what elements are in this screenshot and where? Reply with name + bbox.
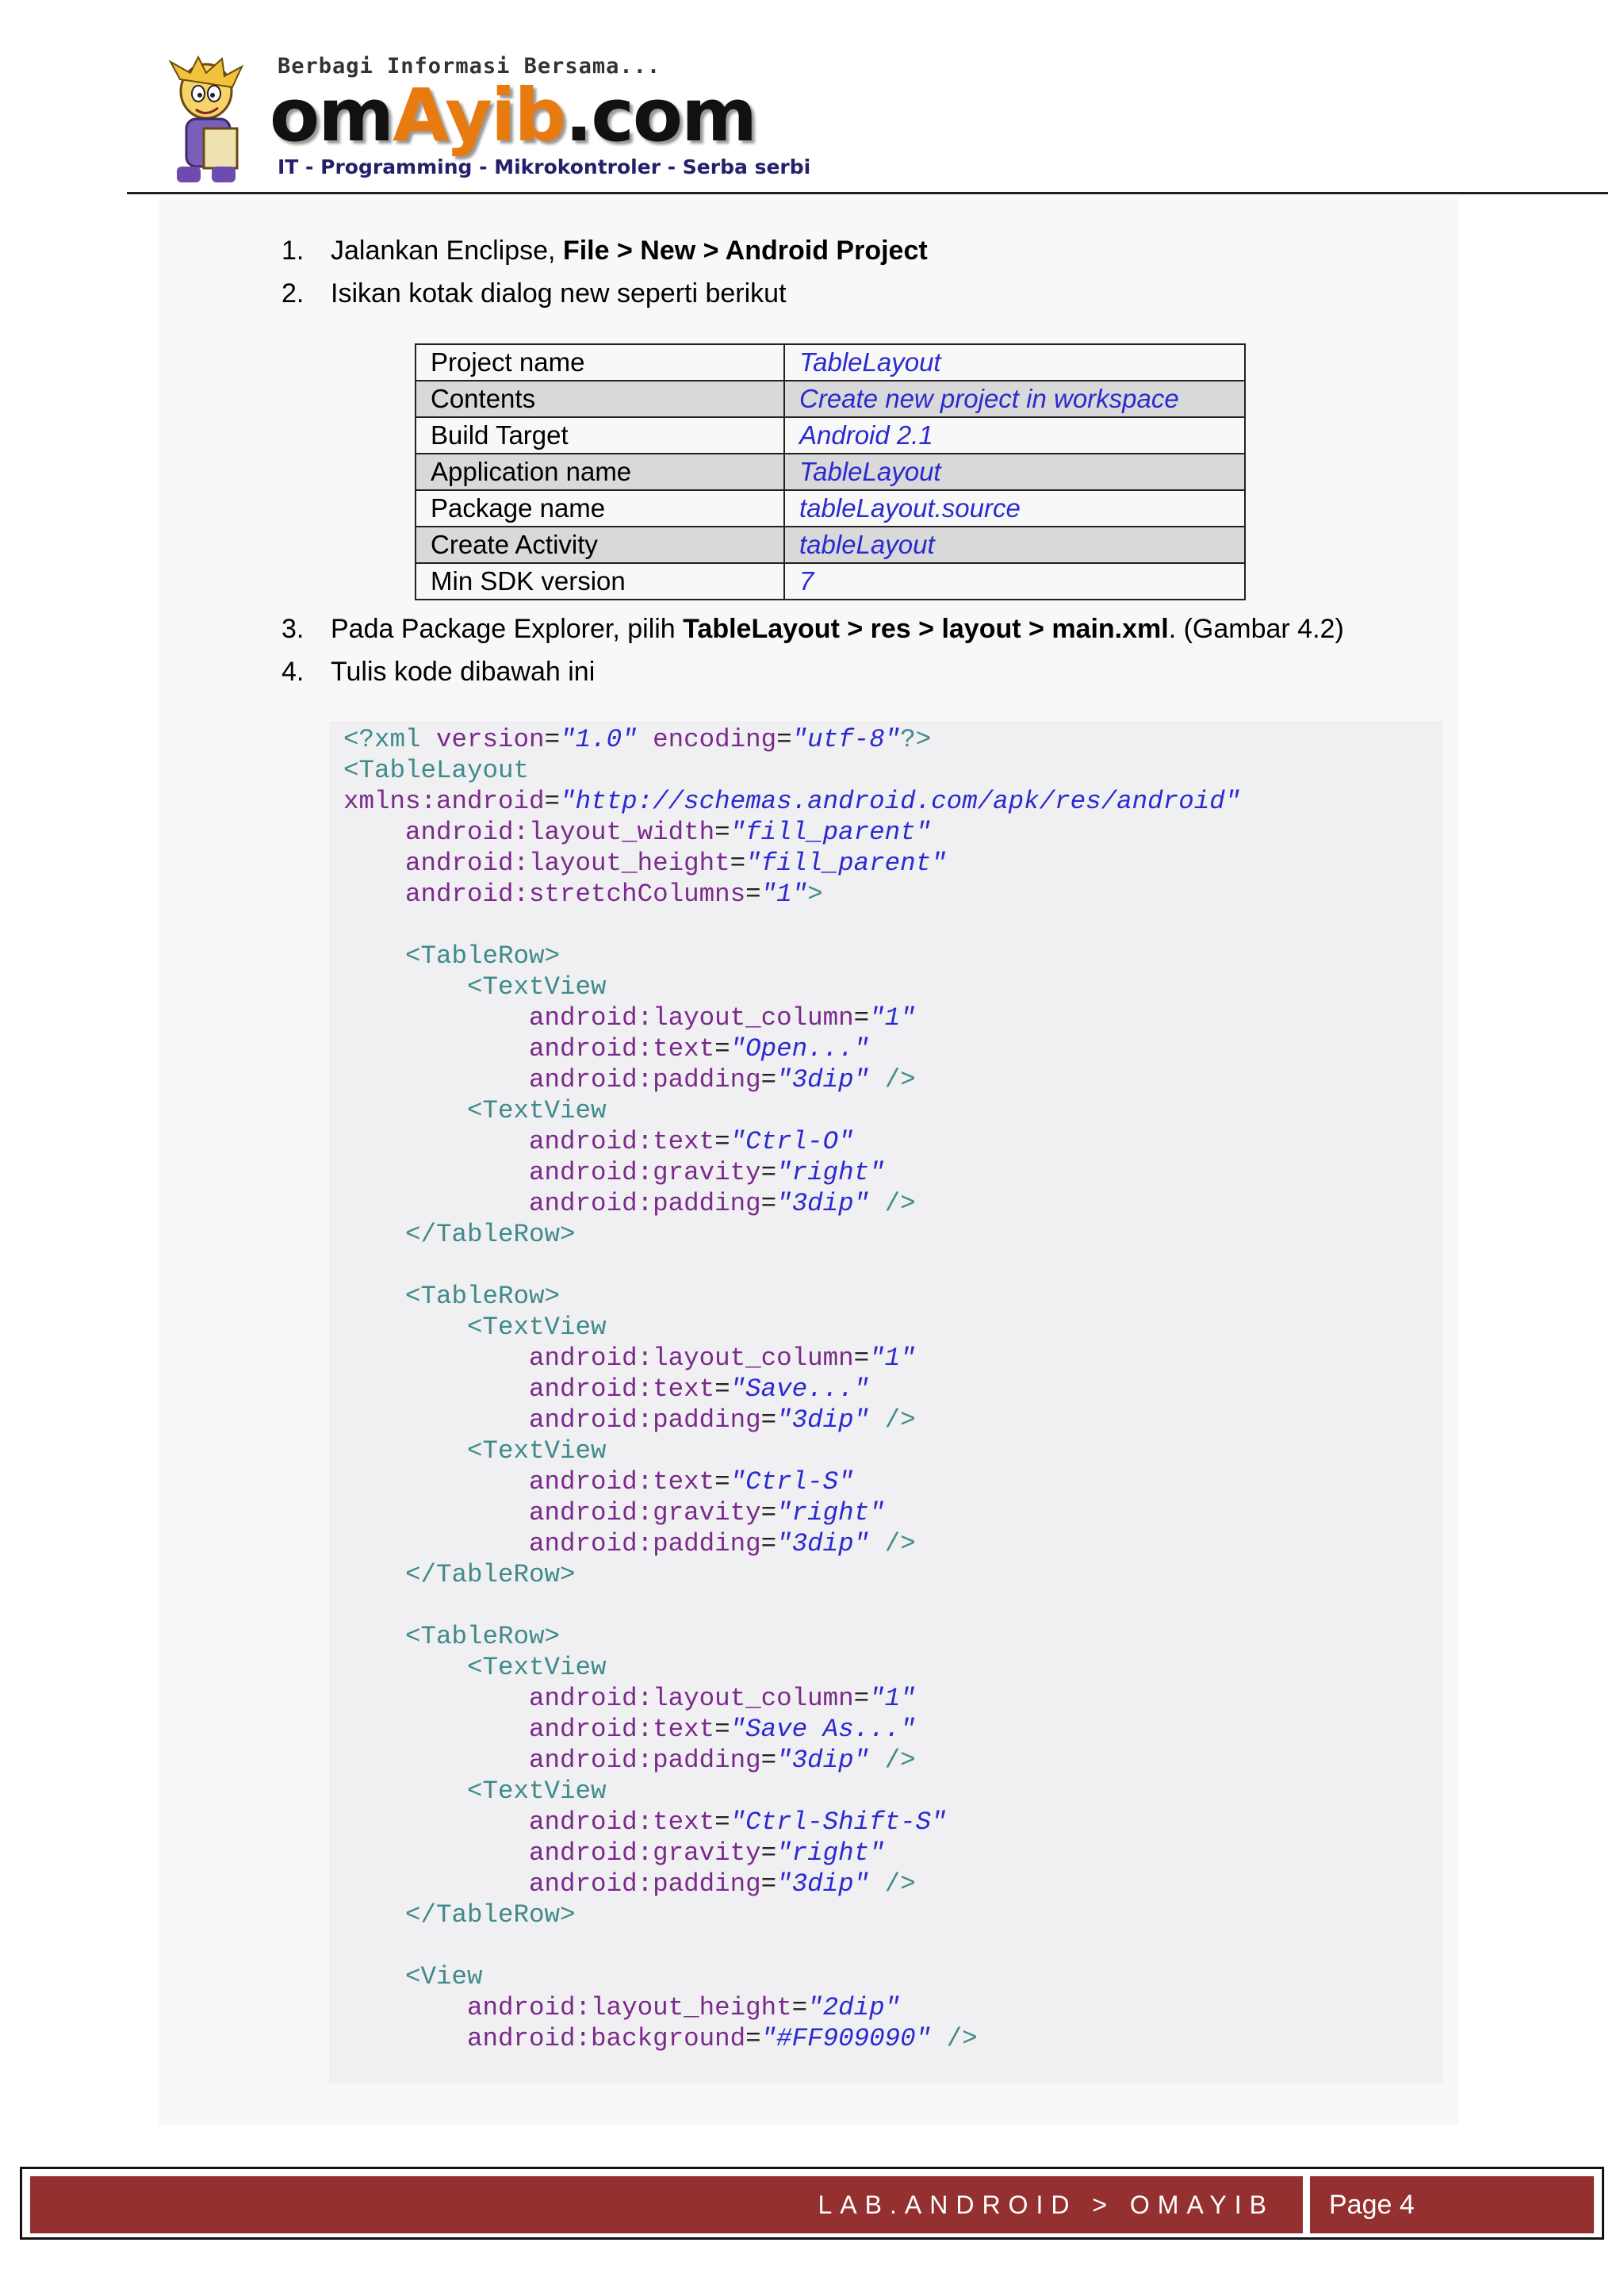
setting-value: Android 2.1 [784,417,1245,454]
setting-key: Create Activity [416,527,784,563]
step-bold: TableLayout > res > layout > main.xml [683,614,1169,644]
footer-label: LAB.ANDROID > OMAYIB [818,2191,1274,2219]
logo-prefix: om [270,73,393,158]
setting-value: tableLayout.source [784,490,1245,527]
tagline: Berbagi Informasi Bersama... [278,54,661,79]
logo-accent: Ayib [393,73,565,158]
setting-key: Min SDK version [416,563,784,600]
mascot-logo [163,56,254,186]
step-text: Tulis kode dibawah ini [331,657,596,687]
step-number: 1. [282,236,304,266]
step-bold: File > New > Android Project [562,236,928,266]
setting-value: TableLayout [784,454,1245,490]
step-text: Jalankan Enclipse, [331,236,563,266]
setting-key: Package name [416,490,784,527]
step-number: 3. [282,614,304,644]
setting-key: Build Target [416,417,784,454]
page-number: Page 4 [1329,2190,1415,2220]
setting-key: Application name [416,454,784,490]
table-row [416,344,1245,381]
table-row [416,527,1245,563]
header [0,0,1624,198]
table-row [416,381,1245,417]
step-3 [282,613,1344,645]
step-1 [282,235,928,266]
table-row [416,490,1245,527]
step-text: Isikan kotak dialog new seperti berikut [331,278,787,309]
logo-suffix: .com [565,73,756,158]
footer-bar [30,2176,1303,2233]
xml-code: <?xml version="1.0" encoding="utf-8"?> <TableLayout xmlns:android="http://schemas.android.com/apk/res/android" android:layout_width="fill_parent" android:layout_height="fill_parent" android:stretchColumns="1"> <TableRow> <TextView android:layout_column="1" android:text="Open..." android:padding="3dip" /> <TextView android:text="Ctrl-O" android:gravity="right" android:padding="3dip" /> </TableRow> <TableRow> <TextView android:layout_column="1" android:text="Save..." android:padding="3dip" /> <TextView android:text="Ctrl-S" android:gravity="right" android:padding="3dip" /> </TableRow> <TableRow> <TextView android:layout_column="1" android:text="Save As..." android:padding="3dip" /> <TextView android:text="Ctrl-Shift-S" android:gravity="right" android:padding="3dip" /> </TableRow> <View android:layout_height="2dip" android:background="#FF909090" /> [343,725,1241,2053]
setting-value: Create new project in workspace [784,381,1245,417]
setting-value: tableLayout [784,527,1245,563]
setting-value: 7 [784,563,1245,600]
code-block [329,721,1443,2083]
step-text: Pada Package Explorer, pilih [331,614,684,644]
setting-key: Project name [416,344,784,381]
setting-value: TableLayout [784,344,1245,381]
header-divider [127,192,1608,194]
table-row [416,563,1245,600]
step-4 [282,656,595,688]
site-logo [270,73,756,158]
page-number-box [1310,2176,1594,2233]
step-after: . (Gambar 4.2) [1168,614,1344,644]
project-settings-table [415,343,1246,600]
table-row [416,417,1245,454]
setting-key: Contents [416,381,784,417]
step-2 [282,278,787,309]
step-number: 2. [282,278,304,309]
step-number: 4. [282,657,304,687]
table-row [416,454,1245,490]
subtitle: IT - Programming - Mikrokontroler - Serba serbi [278,155,811,178]
